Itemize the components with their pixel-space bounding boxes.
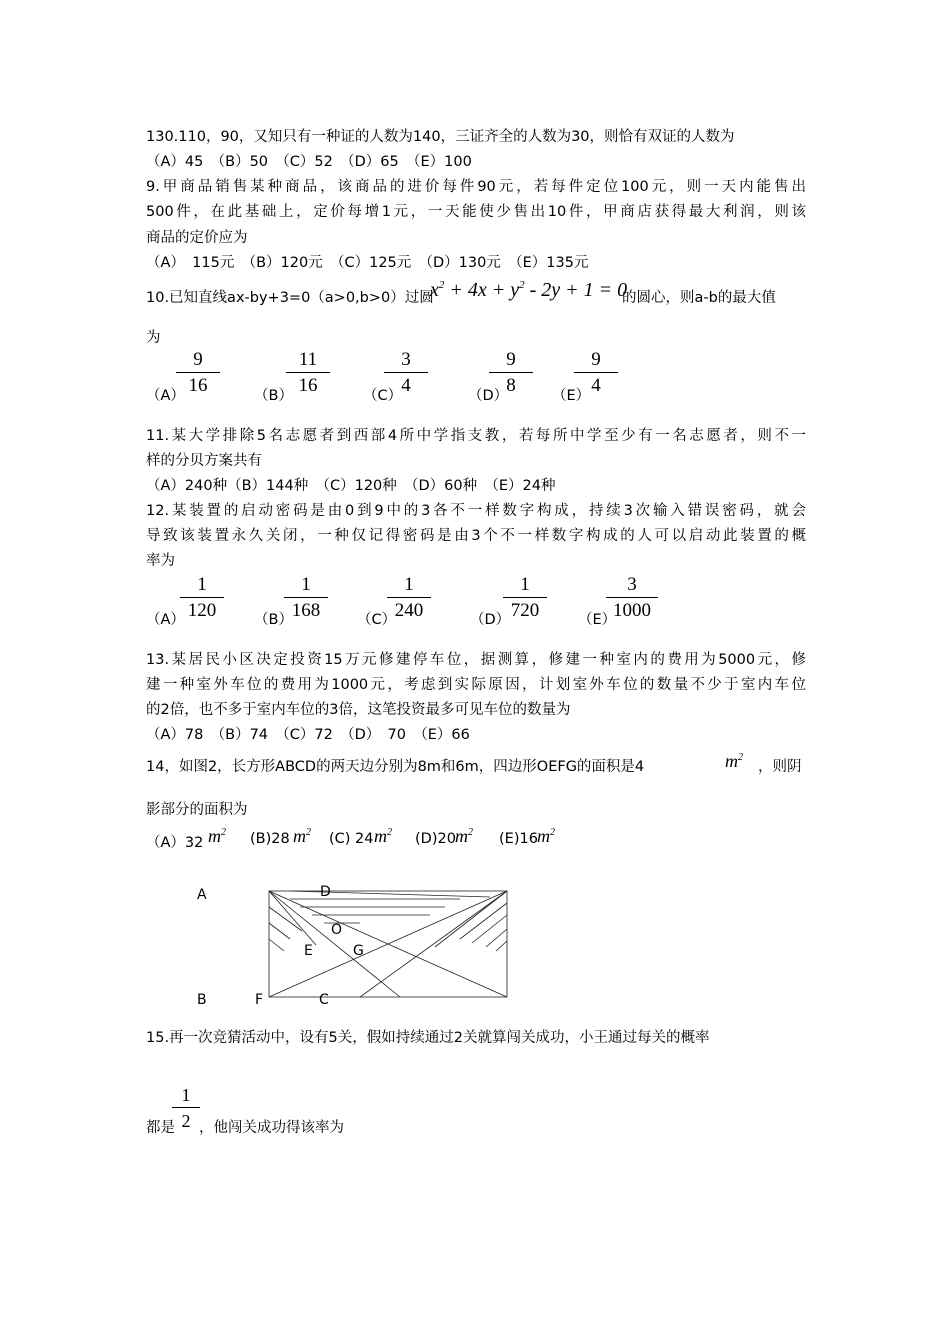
q10-option-e-fraction: 9 4 — [574, 349, 618, 397]
q14-prefix: 14，如图2，长方形ABCD的两天边分别为8m和6m，四边形OEFG的面积是4 — [146, 759, 645, 775]
q11-text-line2: 样的分贝方案共有 — [146, 453, 262, 469]
figure-label-c: C — [319, 992, 329, 1008]
q13-text-line3: 的2倍，也不多于室内车位的3倍，这笔投资最多可见车位的数量为 — [146, 702, 571, 718]
q13-text-line1: 13.某居民小区决定投资15万元修建停车位，据测算，修建一种室内的费用为5000元，修 — [146, 652, 806, 668]
q11-text-line1: 11.某大学排除5名志愿者到西部4所中学指支教，若每所中学至少有一名志愿者，则不一 — [146, 428, 806, 444]
figure-label-e: E — [304, 943, 313, 959]
q10-option-b-fraction: 11 16 — [286, 349, 330, 397]
q9-options: （A） 115元 （B）120元 （C）125元 （D）130元 （E）135元 — [146, 255, 589, 271]
q14-area-unit: $m^2$ — [725, 751, 743, 771]
q8-text: 130.110，90，又知只有一种证的人数为140，三证齐全的人数为30，则恰有双证的人数为 — [146, 129, 735, 145]
q12-option-d-label: （D） — [470, 612, 511, 628]
q12-option-c-fraction: 1 240 — [387, 574, 431, 622]
q12-text-line1: 12.某装置的启动密码是由0到9中的3各不一样数字构成，持续3次输入错误密码，就会 — [146, 503, 806, 519]
q9-text-line3: 商品的定价应为 — [146, 230, 248, 246]
q13-options: （A）78 （B）74 （C）72 （D） 70 （E）66 — [146, 727, 470, 743]
q14-rectangle-figure — [260, 885, 520, 1005]
q12-text-line2: 导致该装置永久关闭，一种仅记得密码是由3个不一样数字构成的人可以启动此装置的概 — [146, 528, 806, 544]
q9-text-line1: 9.甲商品销售某种商品，该商品的进价每件90元，若每件定位100元，则一天内能售出 — [146, 179, 806, 195]
q14-option-c-unit: $m^2$ — [374, 826, 392, 846]
q10-option-d-label: （D） — [468, 388, 509, 404]
q10-option-a-fraction: 9 16 — [176, 349, 220, 397]
q12-option-d-fraction: 1 720 — [503, 574, 547, 622]
q15-probability-fraction: 1 2 — [172, 1084, 200, 1132]
q10-prefix: 10.已知直线ax-by+3=0（a>0,b>0）过圆 — [146, 290, 434, 306]
q14-option-c: (C) 24 — [329, 831, 374, 847]
q10-suffix: 的圆心，则a-b的最大值 — [622, 290, 776, 306]
figure-label-a: A — [197, 887, 207, 903]
q10-option-b-label: （B） — [254, 388, 293, 404]
q10-option-a-label: （A） — [146, 388, 185, 404]
q15-text-line1: 15.再一次竞猜活动中，设有5关，假如持续通过2关就算闯关成功，小王通过每关的概率 — [146, 1030, 710, 1046]
figure-label-g: G — [353, 943, 364, 959]
q10-option-c-fraction: 3 4 — [384, 349, 428, 397]
q12-option-e-label: （E） — [578, 612, 617, 628]
q14-option-d: (D)20 — [415, 831, 456, 847]
q10-text-line2: 为 — [146, 330, 161, 346]
q10-option-d-fraction: 9 8 — [489, 349, 533, 397]
q12-option-e-fraction: 3 1000 — [606, 574, 658, 622]
q14-text-line2: 影部分的面积为 — [146, 802, 248, 818]
q12-option-c-label: （C） — [357, 612, 397, 628]
q13-text-line2: 建一种室外车位的费用为1000元，考虑到实际原因，计划室外车位的数量不少于室内车位 — [146, 677, 806, 693]
q15-suffix2: ，他闯关成功得该率为 — [199, 1120, 344, 1136]
q14-suffix: ，则阴 — [758, 759, 802, 775]
figure-label-b: B — [197, 992, 207, 1008]
q10-option-c-label: （C） — [363, 388, 403, 404]
q14-option-a: （A）32 — [146, 835, 204, 851]
q10-circle-equation: $x^2 + 4x + y^2 - 2y + 1 = 0$ — [430, 279, 628, 301]
q11-options: （A）240种（B）144种 （C）120种 （D）60种 （E）24种 — [146, 478, 556, 494]
q8-options: （A）45 （B）50 （C）52 （D）65 （E）100 — [146, 154, 472, 170]
q14-option-e-unit: $m^2$ — [537, 826, 555, 846]
q14-option-d-unit: $m^2$ — [455, 826, 473, 846]
q15-prefix2: 都是 — [146, 1120, 175, 1136]
figure-label-f: F — [255, 992, 264, 1008]
q12-text-line3: 率为 — [146, 553, 175, 569]
figure-label-o: O — [331, 922, 343, 938]
q12-option-b-label: （B） — [254, 612, 293, 628]
q14-option-a-unit: $m^2$ — [208, 826, 226, 846]
q10-option-e-label: （E） — [552, 388, 591, 404]
figure-label-d: D — [320, 884, 331, 900]
q14-option-b-unit: $m^2$ — [293, 826, 311, 846]
q12-option-a-label: （A） — [146, 612, 185, 628]
q12-option-a-fraction: 1 120 — [180, 574, 224, 622]
q14-option-b: (B)28 — [250, 831, 290, 847]
q14-option-e: (E)16 — [499, 831, 538, 847]
q9-text-line2: 500件，在此基础上，定价每增1元，一天能使少售出10件，甲商店获得最大利润，则该 — [146, 204, 806, 220]
q12-option-b-fraction: 1 168 — [284, 574, 328, 622]
